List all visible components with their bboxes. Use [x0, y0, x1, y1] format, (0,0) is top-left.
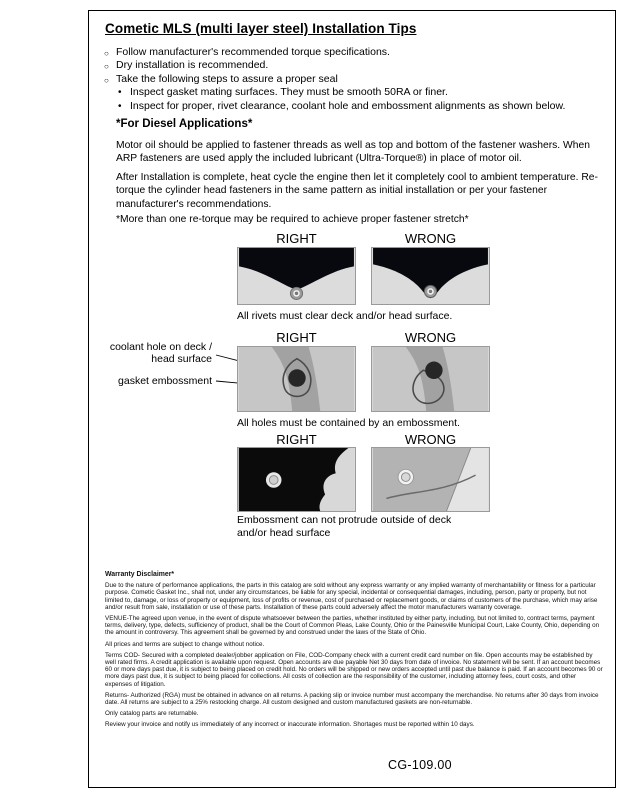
diesel-section-heading: *For Diesel Applications*	[116, 118, 253, 130]
wrong-label: WRONG	[404, 330, 457, 345]
tip-subitem	[118, 86, 606, 99]
diesel-paragraph-2: After Installation is complete, heat cycle the engine then let it completely cool to ambient temperature. Re-torque the cylinder head fasteners in the same pattern as initial installation or per your fastener manufacturer's recommendations.	[116, 172, 598, 210]
circle-bullet-icon	[104, 73, 116, 86]
tip-item	[104, 73, 606, 86]
warranty-section	[105, 571, 604, 733]
wrong-label: WRONG	[404, 231, 457, 246]
figure2-headers	[237, 330, 490, 345]
tip-item	[104, 59, 606, 72]
figure3-headers	[237, 432, 490, 447]
tip-text: Take the following steps to assure a proper seal	[116, 72, 338, 85]
dot-bullet-icon	[118, 86, 130, 99]
rivet-wrong-figure	[371, 247, 490, 305]
catalog-parts-note: Only catalog parts are returnable.	[105, 710, 199, 718]
figure2-panels	[237, 346, 490, 412]
figure3-caption: Embossment can not protrude outside of deck and/or head surface	[237, 514, 452, 539]
embossment-wrong-figure	[371, 346, 490, 412]
retorque-note: *More than one re-torque may be required to achieve proper fastener stretch*	[116, 214, 469, 225]
right-label: RIGHT	[276, 231, 317, 246]
page-title: Cometic MLS (multi layer steel) Installation Tips	[105, 21, 417, 36]
rivet-right-figure	[237, 247, 356, 305]
protrusion-right-figure	[237, 447, 356, 512]
coolant-hole-label: coolant hole on deck / head surface	[109, 341, 212, 365]
venue-paragraph: VENUE-The agreed upon venue, in the event of dispute whatsoever between the parties, whether instituted by either party, including, but not limited to, contract terms, payment terms, delivery, type, defects, sufficiency of product, shall be the Court of Common Pleas, Lake County, Ohio or the Painesville Municipal Court, Lake County, Ohio, depending on the amount in controversy. This agreement shall be governed by and construed under the laws of the State of Ohio.	[105, 615, 600, 637]
diesel-paragraph-1: Motor oil should be applied to fastener threads as well as top and bottom of the fastener washers. When ARP fasteners are used apply the included lubricant (Ultra-Torque®) in place of motor oil.	[116, 140, 590, 165]
right-label: RIGHT	[276, 432, 317, 447]
circle-bullet-icon	[104, 59, 116, 72]
circle-bullet-icon	[104, 46, 116, 59]
tip-text: Follow manufacturer's recommended torque specifications.	[116, 46, 390, 58]
returns-paragraph: Returns- Authorized (RGA) must be obtained in advance on all returns. A packing slip or invoice number must accompany the merchandise. No returns after 30 days from invoice date. All returns are subject to a 25% restocking charge. All custom designed and custom manufactured gaskets are non-returnable.	[105, 691, 599, 707]
figure1-caption: All rivets must clear deck and/or head surface.	[237, 310, 453, 322]
figure1-headers	[237, 231, 490, 246]
figure2-caption: All holes must be contained by an embossment.	[237, 417, 460, 429]
figure1-panels	[237, 247, 490, 305]
tip-text: Inspect for proper, rivet clearance, coolant hole and embossment alignments as shown below.	[130, 99, 566, 112]
wrong-label: WRONG	[404, 432, 457, 447]
warranty-paragraph: Due to the nature of performance applications, the parts in this catalog are sold without any express warranty or any implied warranty of merchantability or fitness for a particular purpose. Cometic Gasket Inc., shall not, under any circumstances, be liable for any special, incidental or consequential damages, including, person, party or property, but not limited to, damage, or loss of property or equipment, loss of profits or revenue, cost of purchased or replacement goods, or claims of customers of the purchase, which may arise and/or result from sale, installation or use of these parts. Installation of these parts could adversely affect the motor manufacturers warranty coverage.	[105, 582, 598, 611]
protrusion-wrong-figure	[371, 447, 490, 512]
dot-bullet-icon	[118, 100, 130, 113]
embossment-right-figure	[237, 346, 356, 412]
tip-text: Inspect gasket mating surfaces. They must be smooth 50RA or finer.	[130, 86, 448, 99]
document-code: CG-109.00	[388, 758, 452, 772]
tip-item	[104, 46, 606, 59]
terms-paragraph: Terms COD- Secured with a completed dealer/jobber application on File, COD-Company check with a current credit card number on file. Open accounts may be established by well rated firms. A credit application is available upon request. Open accounts are due payable Net 30 days from date of invoice. No statement will be sent. If an account becomes 60 or more days past due, it is subject to being placed on credit hold. No orders will be shipped or new orders accepted until past due balance is paid. If an account becomes 90 or more days past due, it is subject to being placed for collections. All costs of collection are the responsibility of the customer, including attorney fees, court costs, and other expenses of litigation.	[105, 651, 603, 688]
invoice-note: Review your invoice and notify us immediately of any incorrect or inaccurate information. Shortages must be reported within 10 days.	[105, 721, 475, 729]
prices-paragraph: All prices and terms are subject to change without notice.	[105, 640, 265, 648]
right-label: RIGHT	[276, 330, 317, 345]
gasket-embossment-label: gasket embossment	[118, 375, 212, 387]
tip-text: Dry installation is recommended.	[116, 59, 269, 72]
figure3-panels	[237, 447, 490, 512]
warranty-heading: Warranty Disclaimer*	[105, 571, 175, 578]
tips-list	[104, 46, 606, 113]
tip-subitem	[118, 100, 606, 113]
